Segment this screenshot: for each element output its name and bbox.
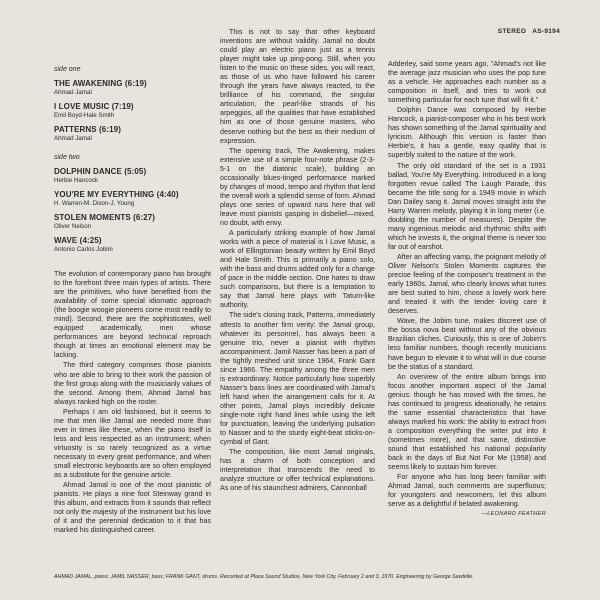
track-title: DOLPHIN DANCE (5:05) <box>54 167 147 176</box>
track-item <box>54 125 214 142</box>
track-composer: H. Warren-M. Dixon-J. Young <box>54 200 135 207</box>
notes-paragraph: Ahmad Jamal is one of the most pianistic of pianists. He plays a nine foot Steinway grand in this album, and extracts from it sounds that reflect not only the majesty of the instrument but his love of it and the perennial dedication to it that has marked his distinguished career. <box>54 481 211 535</box>
track-composer: Ahmad Jamal <box>54 135 92 142</box>
notes-paragraph: For anyone who has long been familiar with Ahmad Jamal, such comments are superfluous; for youngsters and newcomers, let this album serve as a delightful if belated awakening. <box>388 473 546 509</box>
stereo-label: STEREO <box>497 28 527 35</box>
author-signature: —LEONARD FEATHER <box>481 511 546 518</box>
notes-paragraph: The side's closing track, Patterns, immediately attests to another firm verity: the Jamal group, whatever its personnel, has always been a genuine trio, never a pianist with rhythm accompaniment. Jamil Nasser has been a part of the tightly meshed unit since 1964, Frank Gant since 1966. The empathy among the three men is extraordinary. Notice particularly how superbly Nasser's bass lines are coordinated with Jamal's left hand when the arrangement calls for it. At other points, Jamal plays incredibly delicate single-note right hand lines while using the left for punctuation, leaving the underlying pulsation to Nasser and to the sturdy eight-beat sticks-on-cymbal of Gant. <box>220 311 375 447</box>
side-one-label: side one <box>54 66 81 73</box>
notes-paragraph: Dolphin Dance was composed by Herbie Hancock, a pianist-composer who in his best work has shown something of the Jamal spirituality and lyricism. Although this version is faster than Herbie's, it has a gentle, easy quality that is superbly suited to the nature of the work. <box>388 106 546 160</box>
track-title: PATTERNS (6:19) <box>54 125 121 134</box>
track-title: THE AWAKENING (6:19) <box>54 79 147 88</box>
track-item <box>54 190 214 207</box>
tracklist <box>54 62 214 259</box>
track-item <box>54 79 214 96</box>
track-title: STOLEN MOMENTS (6:27) <box>54 213 156 222</box>
notes-paragraph: The only old standard of the set is a 1931 ballad, You're My Everything. Introduced in a long forgotten revue called The Laugh Parade, this became the title song for a 1949 movie in which Dan Dailey sang it. Jamal moves straight into the Harry Warren melody, playing it in long meter (i.e. doubling the number of measures). Despite the many ingenious melodic and rhythmic shifts with which he invests it, the original theme is never too far out of earshot. <box>388 161 546 251</box>
track-title: WAVE (4:25) <box>54 236 102 245</box>
side-two-label: side two <box>54 154 80 161</box>
catalog-number: AS-9194 <box>532 28 560 35</box>
notes-paragraph: This is not to say that other keyboard inventions are without validity. Jamal no doubt could play an electric piano just as a tennis player might take up ping-pong. Still, when you listen to the music on these sides, you will react, as those of us who have followed his career through the years have always reacted, to the brilliance of his command, the singular articulation, the pearl-like strands of his arpeggios, all the qualities that have established him as one of those genuine masters, who deserve nothing but the best as their medium of expression. <box>220 28 375 145</box>
catalog-header <box>498 28 560 35</box>
notes-paragraph: The composition, like most Jamal originals, has a charm of both conception and interpretation that transcends the need to analyze structure or offer technical explanations. As one of his staunchest admirers, Cannonball <box>220 448 375 493</box>
track-item <box>54 102 214 119</box>
notes-paragraph: Perhaps I am old fashioned, but it seems to me that men like Jamal are needed more than ever in times like these, when the piano itself is less and less respected as an instrument; when virtuosity is so rarely recognized as a virtue necessary to every great performance, and when small electronic keyboards are so often employed as a substitute for the genuine article. <box>54 407 211 480</box>
track-item <box>54 167 214 184</box>
liner-notes-column-3 <box>388 60 546 519</box>
notes-paragraph: The opening track, The Awakening, makes extensive use of a simple four-note phrase (2-3-5-1 on the diatonic scale), building an occasionally blues-tinged performance marked by changes of mood, tempo and rhythm that lend the overall work a splendid sense of form. Ahmad plays one series of upward runs here that will leave most pianists gasping in disbelief—mixed, no doubt, with envy. <box>220 146 375 227</box>
track-composer: Emil Boyd-Hale Smith <box>54 112 115 119</box>
track-item <box>54 213 214 230</box>
track-composer: Herbie Hancock <box>54 177 99 184</box>
track-composer: Oliver Nelson <box>54 223 92 230</box>
track-composer: Ahmad Jamal <box>54 89 92 96</box>
notes-paragraph: The evolution of contemporary piano has brought to the forefront three main types of artists. There are the primitives, who have benefited from the availability of some special idiomatic approach (the boogie woogie pioneers come most readily to mind). Second, there are the sophisticates, well equipped academically, men whose performances are beyond technical reproach though at times an emotional element may be lacking. <box>54 270 211 360</box>
liner-notes-column-2 <box>220 28 375 494</box>
liner-notes-column-1 <box>54 270 211 536</box>
track-composer: Antonio Carlos Jobim <box>54 246 113 253</box>
notes-paragraph: Adderley, said some years ago, "Ahmad's not like the average jazz musician who uses the pop tune as a vehicle. He approaches each number as a composition in itself, and tries to work out something particular for each tune that will fit it." <box>388 60 546 105</box>
notes-paragraph: After an affecting vamp, the poignant melody of Oliver Nelson's Stolen Moments captures the precise feeling of the composer's treatment in the early 1960s. Jamal, who clearly knows what tunes are best suited to him, chose a lovely work here and treated it with the tender loving care it deserves. <box>388 252 546 316</box>
track-item <box>54 236 214 253</box>
notes-paragraph: The third category comprises those pianists who are able to bring to their work the passion of the first group along with the musicianly values of the second. Among them, Ahmad Jamal has always ranked high on the roster. <box>54 361 211 406</box>
notes-paragraph: A particularly striking example of how Jamal works with a piece of material is I Love Music, a work of Ellingtonian beauty written by Emil Boyd and Hale Smith. This is primarily a piano solo, with the bass and drums added only for a change of pace in the middle section. One hates to draw such comparisons, but there is a temptation to say that Jamal here plays with Tatum-like authority. <box>220 229 375 310</box>
notes-paragraph: Wave, the Jobim tune, makes discreet use of the bossa nova beat without any of the obvious Brazilian cliches. Curiously, this is one of Jobim's less familiar numbers, though recently musicians have begun to elevate it to what will in due course be the status of a standard. <box>388 317 546 371</box>
track-title: I LOVE MUSIC (7:19) <box>54 102 134 111</box>
notes-paragraph: An overview of the entire album brings into focus another important aspect of the Jamal genius: though he has moved with the times, he has continued to progress ideationally, he retains the same essential characteristics that have always marked his work: the ability to extract from a composition everything the writer put into it (sometimes more), and that same, distinctive sound that established his national popularity back in the days of But Not For Me (1958) and seems likely to sustain him forever. <box>388 372 546 472</box>
recording-credits: AHMAD JAMAL, piano; JAMIL NASSER, bass; FRANK GANT, drums. Recorded at Plaza Sound Studios, New York City, February 2 and 3, 1970. Engineering by George Sawtelle. <box>54 574 474 580</box>
track-title: YOU'RE MY EVERYTHING (4:40) <box>54 190 179 199</box>
